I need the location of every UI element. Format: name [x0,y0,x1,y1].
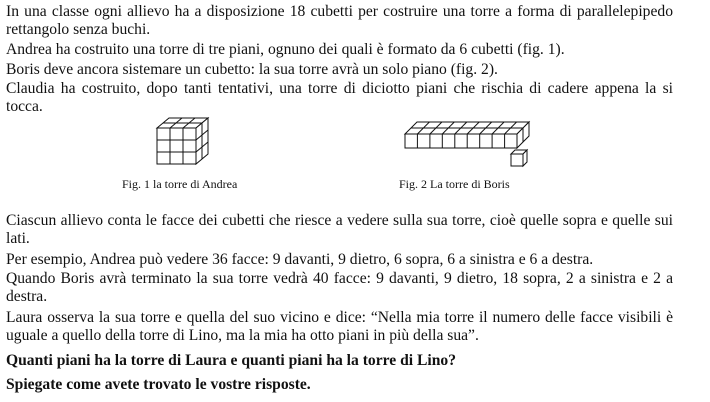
boris-tower-figure [403,118,533,170]
boris-tower-front-face [405,134,517,148]
andrea-tower-front-face [157,128,196,164]
intro-paragraph-4: Claudia ha costruito, dopo tanti tentativi, una torre di diciotto piani che rischia di cadere appena la si tocca. [6,80,673,115]
body-paragraph-2: Per esempio, Andrea può vedere 36 facce: 9 davanti, 9 dietro, 6 sopra, 6 a sinistra e 6 a destra. [6,251,594,268]
body-paragraph-1: Ciascun allievo conta le facce dei cubetti che riesce a vedere sulla sua torre, cioè quelle sopra e quelle sui lati. [6,212,673,247]
boris-extra-cube [511,150,527,166]
body-paragraph-3: Quando Boris avrà terminato la sua torre vedrà 40 facce: 9 davanti, 9 dietro, 18 sopra, 2 a sinistra e 2 a destra. [6,270,673,305]
question-1: Quanti piani ha la torre di Laura e quanti piani ha la torre di Lino? [6,352,456,369]
intro-paragraph-1: In una classe ogni allievo ha a disposizione 18 cubetti per costruire una torre a forma di parallelepipedo rettangolo senza buchi. [6,3,673,38]
question-2: Spiegate come avete trovato le vostre risposte. [6,376,311,393]
figure-1-caption: Fig. 1 la torre di Andrea [122,177,238,191]
figure-2-caption: Fig. 2 La torre di Boris [399,177,510,191]
andrea-tower-figure [152,116,214,168]
intro-paragraph-2: Andrea ha costruito una torre di tre piani, ognuno dei quali è formato da 6 cubetti (fig. 1). [6,41,565,58]
intro-paragraph-3: Boris deve ancora sistemare un cubetto: la sua torre avrà un solo piano (fig. 2). [6,61,498,78]
body-paragraph-4: Laura osserva la sua torre e quella del suo vicino e dice: “Nella mia torre il numero delle facce visibili è uguale a quello della torre di Lino, ma la mia ha otto piani in più della sua”. [6,309,673,344]
